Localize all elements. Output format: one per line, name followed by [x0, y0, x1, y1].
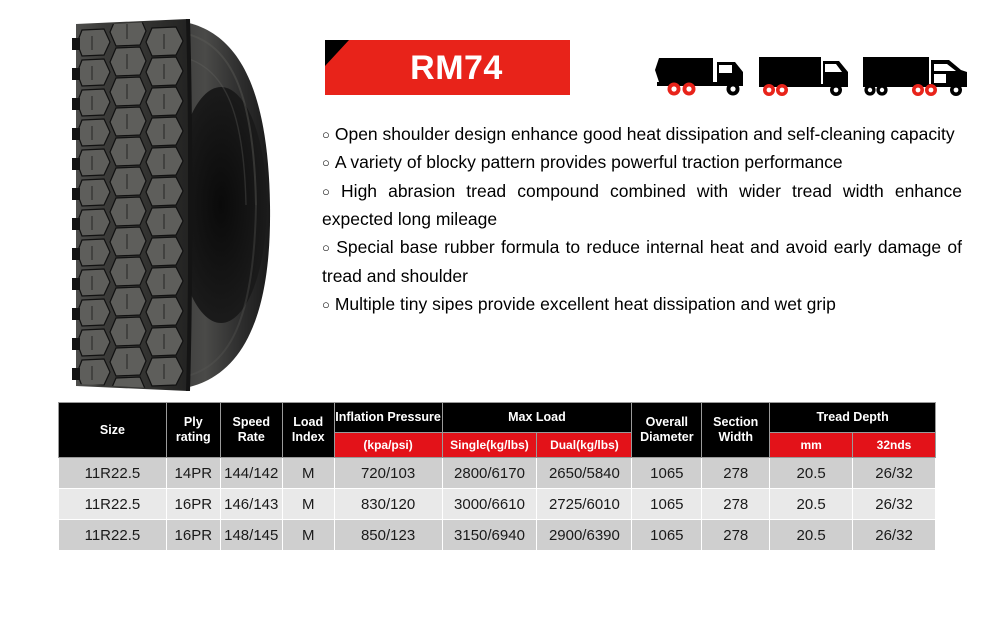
bullet-icon: ○ — [322, 240, 332, 256]
column-header-size: Size — [59, 403, 167, 458]
cell-load-index: M — [282, 458, 334, 489]
cell-max-load-dual: 2900/6390 — [537, 520, 632, 551]
cell-tread-depth-32nds: 26/32 — [853, 458, 936, 489]
feature-text: Multiple tiny sipes provide excellent heat dissipation and wet grip — [334, 294, 836, 315]
cell-tread-depth-mm: 20.5 — [770, 520, 853, 551]
bullet-icon: ○ — [322, 127, 330, 142]
cell-tread-depth-mm: 20.5 — [770, 458, 853, 489]
column-subheader-max-load-dual: Dual(kg/lbs) — [537, 433, 632, 458]
cell-inflation-pressure: 830/120 — [334, 489, 442, 520]
cell-max-load-dual: 2725/6010 — [537, 489, 632, 520]
column-subheader-tread-depth-32nds: 32nds — [853, 433, 936, 458]
column-header-overall-diameter: Overall Diameter — [632, 403, 702, 458]
cell-max-load-single: 3150/6940 — [442, 520, 537, 551]
box-truck-icon — [759, 48, 855, 100]
cell-size: 11R22.5 — [59, 520, 167, 551]
cell-max-load-single: 2800/6170 — [442, 458, 537, 489]
cell-ply-rating: 16PR — [166, 520, 220, 551]
cell-section-width: 278 — [702, 458, 770, 489]
table-row — [59, 458, 936, 489]
column-header-speed-rate: Speed Rate — [220, 403, 282, 458]
cell-size: 11R22.5 — [59, 458, 167, 489]
table-body — [59, 458, 936, 551]
column-header-max-load: Max Load — [442, 403, 632, 433]
cell-overall-diameter: 1065 — [632, 458, 702, 489]
feature-list — [322, 120, 962, 318]
cell-overall-diameter: 1065 — [632, 489, 702, 520]
column-header-tread-depth: Tread Depth — [770, 403, 936, 433]
cell-max-load-dual: 2650/5840 — [537, 458, 632, 489]
column-header-load-index: Load Index — [282, 403, 334, 458]
cell-speed-rate: 146/143 — [220, 489, 282, 520]
feature-text: A variety of blocky pattern provides powerful traction performance — [334, 152, 843, 173]
feature-item — [322, 233, 962, 290]
cell-max-load-single: 3000/6610 — [442, 489, 537, 520]
specification-table — [58, 402, 936, 551]
table-row — [59, 489, 936, 520]
feature-item — [322, 148, 962, 176]
cell-load-index: M — [282, 520, 334, 551]
bullet-icon: ○ — [322, 183, 337, 199]
feature-text: Special base rubber formula to reduce internal heat and avoid early damage of tread and shoulder — [322, 237, 962, 286]
semi-trailer-truck-icon — [863, 48, 975, 100]
column-subheader-max-load-single: Single(kg/lbs) — [442, 433, 537, 458]
cell-section-width: 278 — [702, 489, 770, 520]
feature-text: High abrasion tread compound combined with wider tread width enhance expected long mileage — [322, 180, 962, 230]
banner-corner-notch — [325, 40, 349, 66]
cell-section-width: 278 — [702, 520, 770, 551]
column-subheader-inflation-unit: (kpa/psi) — [334, 433, 442, 458]
product-title-banner — [325, 40, 570, 95]
cell-inflation-pressure: 850/123 — [334, 520, 442, 551]
column-header-section-width: Section Width — [702, 403, 770, 458]
truck-application-icons — [655, 45, 975, 100]
feature-text: Open shoulder design enhance good heat dissipation and self-cleaning capacity — [334, 124, 955, 144]
cell-load-index: M — [282, 489, 334, 520]
table-row — [59, 520, 936, 551]
cell-ply-rating: 14PR — [166, 458, 220, 489]
cell-size: 11R22.5 — [59, 489, 167, 520]
feature-item — [322, 290, 962, 318]
cell-overall-diameter: 1065 — [632, 520, 702, 551]
cell-ply-rating: 16PR — [166, 489, 220, 520]
column-header-ply-rating: Ply rating — [166, 403, 220, 458]
bullet-icon: ○ — [322, 297, 330, 313]
bullet-icon: ○ — [322, 155, 330, 171]
cell-tread-depth-32nds: 26/32 — [853, 489, 936, 520]
column-subheader-tread-depth-mm: mm — [770, 433, 853, 458]
feature-item — [322, 177, 962, 234]
cell-speed-rate: 148/145 — [220, 520, 282, 551]
column-header-inflation-pressure: Inflation Pressure — [334, 403, 442, 433]
table-header-row-main — [59, 403, 936, 433]
cell-speed-rate: 144/142 — [220, 458, 282, 489]
dump-truck-icon — [655, 48, 751, 100]
cell-inflation-pressure: 720/103 — [334, 458, 442, 489]
feature-item — [322, 120, 962, 148]
page-title: RM74 — [410, 48, 503, 87]
cell-tread-depth-mm: 20.5 — [770, 489, 853, 520]
cell-tread-depth-32nds: 26/32 — [853, 520, 936, 551]
tire-photo — [58, 18, 308, 393]
table-header — [59, 403, 936, 458]
